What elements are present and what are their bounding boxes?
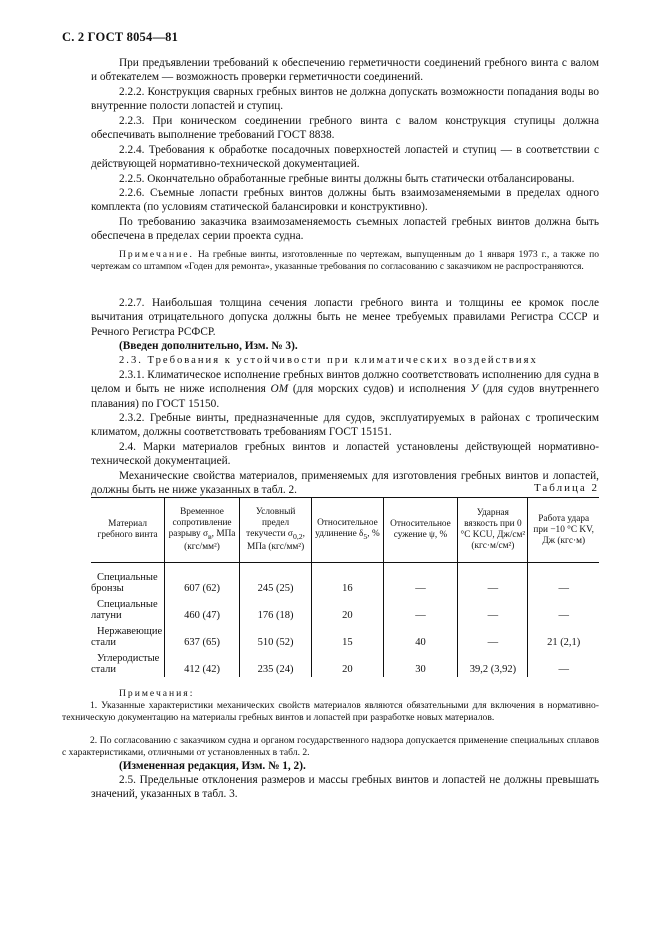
note-item: 2. По согласованию с заказчиком судна и органом государственного надзора допускается применение специальных сплавов с характеристиками, отличными от установленных в табл. 2. <box>62 735 599 759</box>
text-run-italic: ОМ <box>270 383 289 396</box>
column-header: Ударная вязкость при 0 °C KCU, Дж/см² (кгс·м/см²) <box>458 498 528 563</box>
table-cell: 20 <box>312 596 383 623</box>
paragraph: 2.2.6. Съемные лопасти гребных винтов должны быть взаимозаменяемыми в пределах одного комплекта (по условиям статической балансировки и конструктивно). <box>91 187 599 214</box>
material-line: латуни <box>91 610 122 621</box>
table-row <box>91 623 599 650</box>
table-row <box>91 563 599 597</box>
material-cell <box>91 563 165 597</box>
paragraph: 2.2.2. Конструкция сварных гребных винтов не должна допускать возможности попадания воды во внутренние полости лопастей и ступиц. <box>91 86 599 113</box>
table-cell: 235 (24) <box>239 650 311 677</box>
table-row <box>91 650 599 677</box>
page-header: С. 2 ГОСТ 8054—81 <box>62 30 179 44</box>
notes-label: Примечания: <box>119 688 195 699</box>
table-cell: 21 (2,1) <box>528 623 599 650</box>
table-cell: — <box>383 563 458 597</box>
paragraph: 2.2.5. Окончательно обработанные гребные винты должны быть статически отбалансированы. <box>119 173 575 185</box>
material-line: бронзы <box>91 583 124 594</box>
table-cell: — <box>458 563 528 597</box>
table-cell: — <box>528 650 599 677</box>
mechanical-properties-table <box>91 497 599 677</box>
table-cell: — <box>528 596 599 623</box>
material-cell <box>91 650 165 677</box>
table-cell: 30 <box>383 650 458 677</box>
note <box>91 249 599 273</box>
paragraph: По требованию заказчика взаимозаменяемость съемных лопастей гребных винтов должна быть обеспечена в пределах серии проекта судна. <box>91 216 599 243</box>
header-text: , МПа (кгс/мм²) <box>184 529 236 552</box>
paragraph: 2.4. Марки материалов гребных винтов и лопастей установлены действующей нормативно-технической документацией. <box>91 441 599 468</box>
paragraph: 2.2.7. Наибольшая толщина сечения лопасти гребного винта и толщины ее кромок после вычитания отрицательного допуска должны быть не менее требуемых правилами Регистра СССР и Речного Регистра РСФСР. <box>91 297 599 338</box>
note-item: 1. Указанные характеристики механических свойств материалов являются обязательными для включения в нормативно-техническую документацию на материалы гребных винтов и лопастей при разработке новых материалов. <box>62 700 599 724</box>
table-cell: 40 <box>383 623 458 650</box>
paragraph: При предъявлении требований к обеспечению герметичности соединений гребного винта с валом и обтекателем — возможность проверки герметичности соединений. <box>91 57 599 84</box>
header-subscript: в <box>208 531 212 541</box>
paragraph: 2.2.3. При коническом соединении гребного винта с валом конструкция ступицы должна обеспечивать выполнение требований ГОСТ 8838. <box>91 115 599 142</box>
header-text: , % <box>367 529 380 540</box>
table-header-row <box>91 498 599 563</box>
material-cell <box>91 623 165 650</box>
header-text: Условный предел текучести σ <box>246 507 296 540</box>
table-cell: 39,2 (3,92) <box>458 650 528 677</box>
text-run: (для морских судов) и исполнения <box>288 383 471 396</box>
material-line: Специальные <box>97 599 158 610</box>
table-cell: 637 (65) <box>165 623 240 650</box>
table-cell: — <box>528 563 599 597</box>
table-cell: 607 (62) <box>165 563 240 597</box>
column-header <box>312 498 383 563</box>
column-header: Работа удара при −10 °C KV, Дж (кгс·м) <box>528 498 599 563</box>
paragraph: 2.2.4. Требования к обработке посадочных поверхностей лопастей и ступиц — в соответствии с действующей нормативно-технической документацией. <box>91 144 599 171</box>
material-line: стали <box>91 637 116 648</box>
table-cell: 460 (47) <box>165 596 240 623</box>
table-cell: 245 (25) <box>239 563 311 597</box>
material-line: стали <box>91 664 116 675</box>
note-text: На гребные винты, изготовленные по чертежам, выпущенным до 1 января 1973 г., а также по чертежам со штампом «Годен для ремонта», указанные требования по согласованию с заказчиком не распространяются. <box>91 249 599 273</box>
text-run-italic: У <box>470 383 479 396</box>
header-text: Временное сопротивление разрыву σ <box>168 507 232 540</box>
column-header: Относительное сужение ψ, % <box>383 498 458 563</box>
table-row <box>91 596 599 623</box>
paragraph: 2.3.2. Гребные винты, предназначенные для судов, эксплуатируемых в районах с тропическим климатом, должны соответствовать требованиям ГОСТ 15151. <box>91 412 599 439</box>
table-cell: 16 <box>312 563 383 597</box>
header-subscript: 5 <box>363 531 368 541</box>
column-header <box>165 498 240 563</box>
text-run: (для судов внутреннего плавания) по ГОСТ 15150. <box>91 383 599 410</box>
amendment-note: (Измененная редакция, Изм. № 1, 2). <box>119 760 306 772</box>
material-line: Специальные <box>97 572 158 583</box>
table-cell: 176 (18) <box>239 596 311 623</box>
table-cell: 20 <box>312 650 383 677</box>
text-run: 2.3.1. Климатическое исполнение гребных винтов должно соответствовать исполнению для судна в целом и быть не ниже исполнения <box>91 369 599 396</box>
paragraph: Механические свойства материалов, применяемых для изготовления гребных винтов и лопастей, должны быть не ниже указанных в табл. 2. <box>91 470 599 497</box>
note-label: Примечание. <box>119 249 194 260</box>
table-cell: — <box>458 623 528 650</box>
table-cell: 412 (42) <box>165 650 240 677</box>
header-subscript: 0,2 <box>292 531 303 541</box>
table-cell: 510 (52) <box>239 623 311 650</box>
header-text: , МПа (кгс/мм²) <box>246 529 305 552</box>
table-cell: 15 <box>312 623 383 650</box>
table-caption: Таблица 2 <box>533 482 599 494</box>
table-cell: — <box>383 596 458 623</box>
column-header <box>239 498 311 563</box>
paragraph <box>91 368 599 411</box>
column-header: Материал гребного винта <box>91 498 165 563</box>
amendment-note: (Введен дополнительно, Изм. № 3). <box>119 340 298 352</box>
header-text: Относительное удлинение δ <box>315 518 378 540</box>
table-cell: — <box>458 596 528 623</box>
section-heading: 2.3. Требования к устойчивости при климатических воздействиях <box>119 355 538 366</box>
paragraph: 2.5. Предельные отклонения размеров и массы гребных винтов и лопастей не должны превышать значений, указанных в табл. 3. <box>91 774 599 801</box>
material-line: Нержавеющие <box>97 626 163 637</box>
material-cell <box>91 596 165 623</box>
material-line: Углеродистые <box>97 653 160 664</box>
